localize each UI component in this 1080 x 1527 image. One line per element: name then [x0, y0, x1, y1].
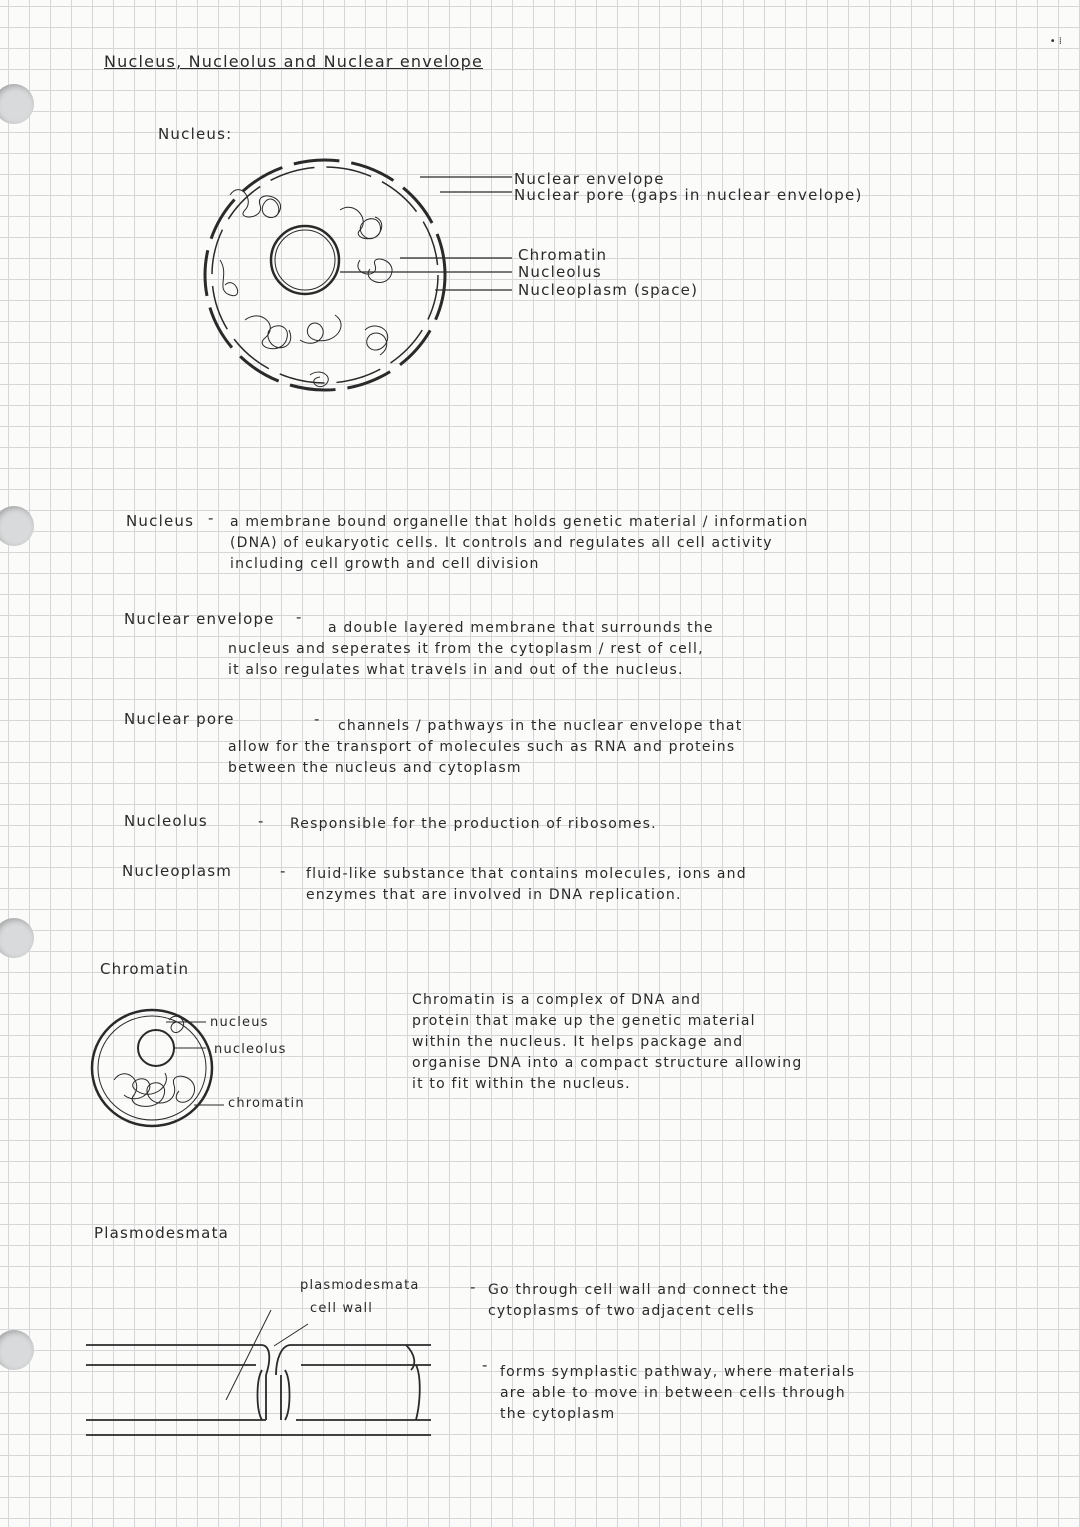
term-dash: - — [258, 812, 264, 830]
bullet-line: the cytoplasm — [500, 1406, 616, 1422]
plasmodesmata-point-2 — [500, 1362, 855, 1425]
label-cell-wall: cell wall — [310, 1301, 374, 1316]
label-nuclear-envelope: Nuclear envelope — [514, 170, 665, 188]
term-nucleolus: Nucleolus — [124, 812, 208, 830]
chromatin-heading: Chromatin — [100, 960, 190, 978]
description-line: protein that make up the genetic material — [412, 1013, 756, 1029]
definition-line: channels / pathways in the nuclear envelope that — [338, 718, 743, 734]
definition-line: a double layered membrane that surrounds the — [328, 620, 714, 636]
label-nuclear-pore: Nuclear pore (gaps in nuclear envelope) — [514, 186, 863, 204]
bullet-dash: - — [470, 1278, 476, 1296]
nucleus-heading: Nucleus: — [158, 125, 233, 143]
definition-line: (DNA) of eukaryotic cells. It controls and regulates all cell activity — [230, 535, 773, 551]
definition-line: fluid-like substance that contains molecules, ions and — [306, 866, 747, 882]
label-nucleoplasm: Nucleoplasm (space) — [518, 281, 699, 299]
bullet-line: Go through cell wall and connect the — [488, 1282, 790, 1298]
binder-hole — [0, 84, 34, 124]
plasmodesmata-diagram — [86, 1300, 446, 1440]
label-chromatin: Chromatin — [518, 246, 608, 264]
term-dash: - — [314, 710, 320, 728]
definition-line: including cell growth and cell division — [230, 556, 540, 572]
label-nucleolus: Nucleolus — [518, 263, 602, 281]
term-dash: - — [296, 608, 302, 626]
bullet-line: are able to move in between cells through — [500, 1385, 846, 1401]
page-title: Nucleus, Nucleolus and Nuclear envelope — [104, 52, 484, 71]
label-plasmodesmata: plasmodesmata — [300, 1278, 420, 1293]
plasmodesmata-point-1 — [488, 1280, 789, 1322]
plasmodesmata-heading: Plasmodesmata — [94, 1224, 230, 1242]
definition-line: nucleus and seperates it from the cytoplasm / rest of cell, — [228, 641, 704, 657]
label-nucleolus-small: nucleolus — [214, 1042, 287, 1057]
description-line: it to fit within the nucleus. — [412, 1076, 631, 1092]
term-nuclear-envelope: Nuclear envelope — [124, 610, 275, 628]
label-chromatin-small: chromatin — [228, 1096, 305, 1111]
binder-hole — [0, 1330, 34, 1370]
term-nucleoplasm: Nucleoplasm — [122, 862, 233, 880]
definition-line: enzymes that are involved in DNA replication. — [306, 887, 682, 903]
definition-line: a membrane bound organelle that holds genetic material / information — [230, 514, 809, 530]
definition-nucleus — [230, 512, 808, 575]
description-line: organise DNA into a compact structure allowing — [412, 1055, 803, 1071]
definition-line: allow for the transport of molecules such as RNA and proteins — [228, 739, 736, 755]
definition-line: it also regulates what travels in and out of the nucleus. — [228, 662, 684, 678]
chromatin-description — [412, 990, 802, 1095]
definition-nuclear-pore — [228, 716, 742, 779]
term-dash: - — [208, 509, 214, 527]
definition-line: Responsible for the production of ribosomes. — [290, 816, 657, 832]
term-dash: - — [280, 862, 286, 880]
label-nucleus: nucleus — [210, 1015, 269, 1030]
bullet-line: cytoplasms of two adjacent cells — [488, 1303, 755, 1319]
corner-marks: • ⁞ — [1049, 36, 1062, 47]
term-nucleus: Nucleus — [126, 512, 195, 530]
bullet-line: forms symplastic pathway, where materials — [500, 1364, 856, 1380]
definition-nuclear-envelope — [228, 618, 714, 681]
bullet-dash: - — [482, 1356, 488, 1374]
binder-hole — [0, 918, 34, 958]
definition-line: between the nucleus and cytoplasm — [228, 760, 522, 776]
definition-nucleolus — [290, 814, 657, 835]
description-line: Chromatin is a complex of DNA and — [412, 992, 702, 1008]
description-line: within the nucleus. It helps package and — [412, 1034, 744, 1050]
definition-nucleoplasm — [306, 864, 747, 906]
binder-hole — [0, 506, 34, 546]
term-nuclear-pore: Nuclear pore — [124, 710, 235, 728]
